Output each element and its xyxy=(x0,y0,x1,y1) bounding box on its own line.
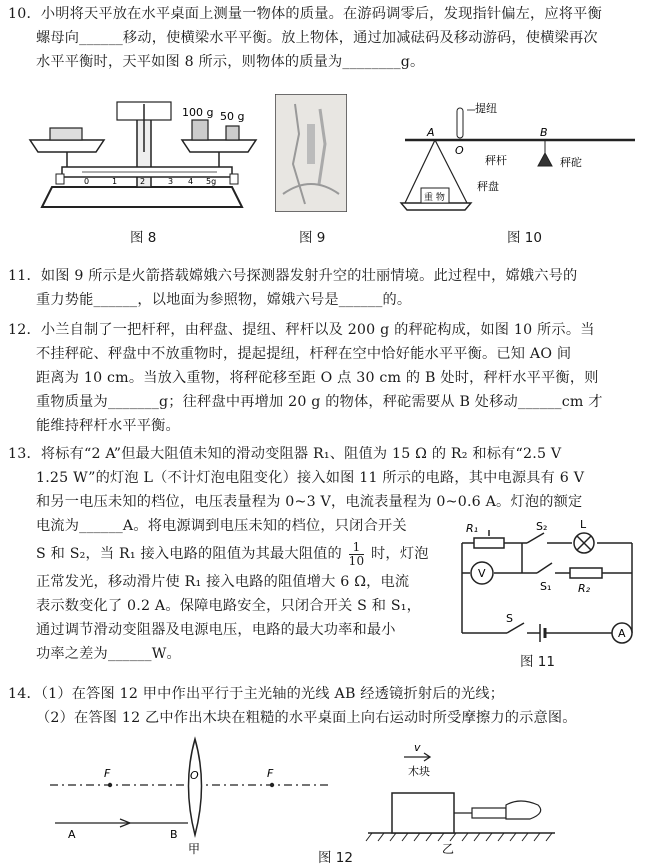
q13-line-5a: S 和 S₂，当 R₁ 接入电路的阻值为其最大阻值的 xyxy=(36,546,342,562)
q14-line-1: 14．（1）在答图 12 甲中作出平行于主光轴的光线 AB 经透镜折射后的光线； xyxy=(8,686,505,702)
weight-100g xyxy=(192,120,208,140)
figure-12-lens xyxy=(40,735,340,855)
counterweight xyxy=(538,153,552,166)
scale-label-3: 3 xyxy=(168,177,174,186)
focal-point-right xyxy=(270,783,274,787)
scale-label-0: 0 xyxy=(84,177,90,186)
figure-9-photo xyxy=(275,94,347,212)
figure-12-block xyxy=(360,735,560,855)
wooden-block xyxy=(392,793,454,833)
label-L: L xyxy=(580,518,587,531)
label-yi: 乙 xyxy=(442,842,455,855)
figure-11-caption: 图 11 xyxy=(520,654,555,670)
figure-10-caption: 图 10 xyxy=(507,230,542,246)
fraction-one-tenth xyxy=(349,541,365,568)
fraction-denominator: 10 xyxy=(348,553,365,568)
label-O: O xyxy=(190,769,199,782)
q10-line-2: 螺母向______移动，使横梁水平平衡。放上物体，通过加减砝码及移动游码，使横梁再次 xyxy=(36,30,598,46)
q13-line-5b: 时，灯泡 xyxy=(371,546,429,562)
question-10 xyxy=(8,2,640,74)
scale-label-4: 4 xyxy=(188,177,194,186)
weighing-pan xyxy=(401,203,471,210)
lifting-cord xyxy=(457,108,463,138)
label-B: B xyxy=(540,126,548,139)
q13-line-7: 表示数变化了 0.2 A。保障电路安全，只闭合开关 S 和 S₁， xyxy=(36,598,422,614)
label-chengtuo: 秤砣 xyxy=(560,156,582,169)
label-tiniu: 提纽 xyxy=(475,102,497,115)
q13-line-1: 13．将标有“2 A”但最大阻值未知的滑动变阻器 R₁、阻值为 15 Ω 的 R₂ 和标有“2.5 V xyxy=(8,446,562,462)
figure-9-caption: 图 9 xyxy=(299,230,326,246)
label-S2: S₂ xyxy=(536,520,548,533)
question-14 xyxy=(8,682,640,730)
left-pan xyxy=(30,140,104,152)
figure-8-balance xyxy=(22,92,262,217)
fraction-numerator: 1 xyxy=(349,541,365,555)
label-A: A xyxy=(618,627,626,640)
q12-line-2: 不挂秤砣、秤盘中不放重物时，提起提纽，杆秤在空中恰好能水平平衡。已知 AO 间 xyxy=(36,346,572,362)
label-V: V xyxy=(478,567,486,580)
label-F-right: F xyxy=(267,767,274,780)
q11-line-2: 重力势能______，以地面为参照物，嫦娥六号是______的。 xyxy=(36,292,412,308)
q13-line-4: 电流为______A。将电源调到电压未知的档位，只闭合开关 xyxy=(36,518,407,534)
resistor-R1 xyxy=(474,538,504,548)
figure-8-caption: 图 8 xyxy=(130,230,157,246)
q13-line-8: 通过调节滑动变阻器及电源电压，电路的最大功率和最小 xyxy=(36,622,396,638)
weight-50g xyxy=(226,126,239,140)
label-A: A xyxy=(427,126,435,139)
label-R1: R₁ xyxy=(466,522,479,535)
q13-line-2: 1.25 W”的灯泡 L（不计灯泡电阻变化）接入如图 11 所示的电路，其中电源具有 6 V xyxy=(36,470,585,486)
scale-label-1: 1 xyxy=(112,177,118,186)
label-S: S xyxy=(506,612,513,625)
scale-label-2: 2 xyxy=(140,177,146,186)
label-mukuai: 木块 xyxy=(408,765,430,778)
left-balance-nut xyxy=(56,174,64,184)
weight-label-50g: 50 g xyxy=(220,110,245,123)
label-F-left: F xyxy=(104,767,111,780)
resistor-R2 xyxy=(570,568,602,578)
q12-line-5: 能维持秤杆水平平衡。 xyxy=(36,418,180,434)
q13-line-9: 功率之差为______W。 xyxy=(36,646,181,662)
weight-label-100g: 100 g xyxy=(182,106,214,119)
label-ray-B: B xyxy=(170,828,178,841)
q13-line-6: 正常发光，移动滑片使 R₁ 接入电路的阻值增大 6 Ω，电流 xyxy=(36,574,410,590)
object-on-pan xyxy=(50,128,82,140)
figure-11-circuit xyxy=(452,518,642,668)
convex-lens xyxy=(189,739,202,835)
balance-base xyxy=(42,187,242,207)
q13-line-3: 和另一电压未知的档位，电压表量程为 0~3 V，电流表量程为 0~0.6 A。灯泡的额定 xyxy=(36,494,583,510)
right-balance-nut xyxy=(230,174,238,184)
label-chenggan: 秤杆 xyxy=(485,154,507,167)
question-11 xyxy=(8,264,640,312)
q12-line-1: 12．小兰自制了一把杆秤，由秤盘、提纽、秤杆以及 200 g 的秤砣构成，如图 10 所示。当 xyxy=(8,322,595,338)
switch-S1 xyxy=(537,563,552,573)
q11-line-1: 11．如图 9 所示是火箭搭载嫦娥六号探测器发射升空的壮丽情境。此过程中，嫦娥六号的 xyxy=(8,268,578,284)
q14-line-2: （2）在答图 12 乙中作出木块在粗糙的水平桌面上向右运动时所受摩擦力的示意图。 xyxy=(36,710,577,726)
label-jia: 甲 xyxy=(188,842,201,855)
scale-label-5: 5g xyxy=(206,177,217,186)
q10-line-1: 10．小明将天平放在水平桌面上测量一物体的质量。在游码调零后，发现指针偏左，应将平衡 xyxy=(8,6,602,22)
label-zhongwu: 重 物 xyxy=(424,193,445,203)
q12-line-4: 重物质量为_______g；往秤盘中再增加 20 g 的物体，秤砣需要从 B 处移动______cm 才 xyxy=(36,394,603,410)
label-chengpan: 秤盘 xyxy=(477,180,499,193)
label-S1: S₁ xyxy=(540,580,552,593)
switch-S2 xyxy=(527,533,544,543)
label-R2: R₂ xyxy=(578,582,591,595)
question-12 xyxy=(8,318,640,438)
q10-line-3: 水平平衡时，天平如图 8 所示，则物体的质量为________g。 xyxy=(36,54,425,70)
figure-10-steelyard xyxy=(395,98,640,218)
label-ray-A: A xyxy=(68,828,76,841)
hand xyxy=(506,801,541,819)
label-O: O xyxy=(455,144,464,157)
q12-line-3: 距离为 10 cm。当放入重物，将秤砣移至距 O 点 30 cm 的 B 处时，秤杆水平平衡，则 xyxy=(36,370,599,386)
label-v: v xyxy=(414,741,421,754)
spring-scale xyxy=(472,808,506,818)
figure-12-caption: 图 12 xyxy=(318,850,353,866)
right-pan xyxy=(182,140,256,152)
focal-point-left xyxy=(108,783,112,787)
